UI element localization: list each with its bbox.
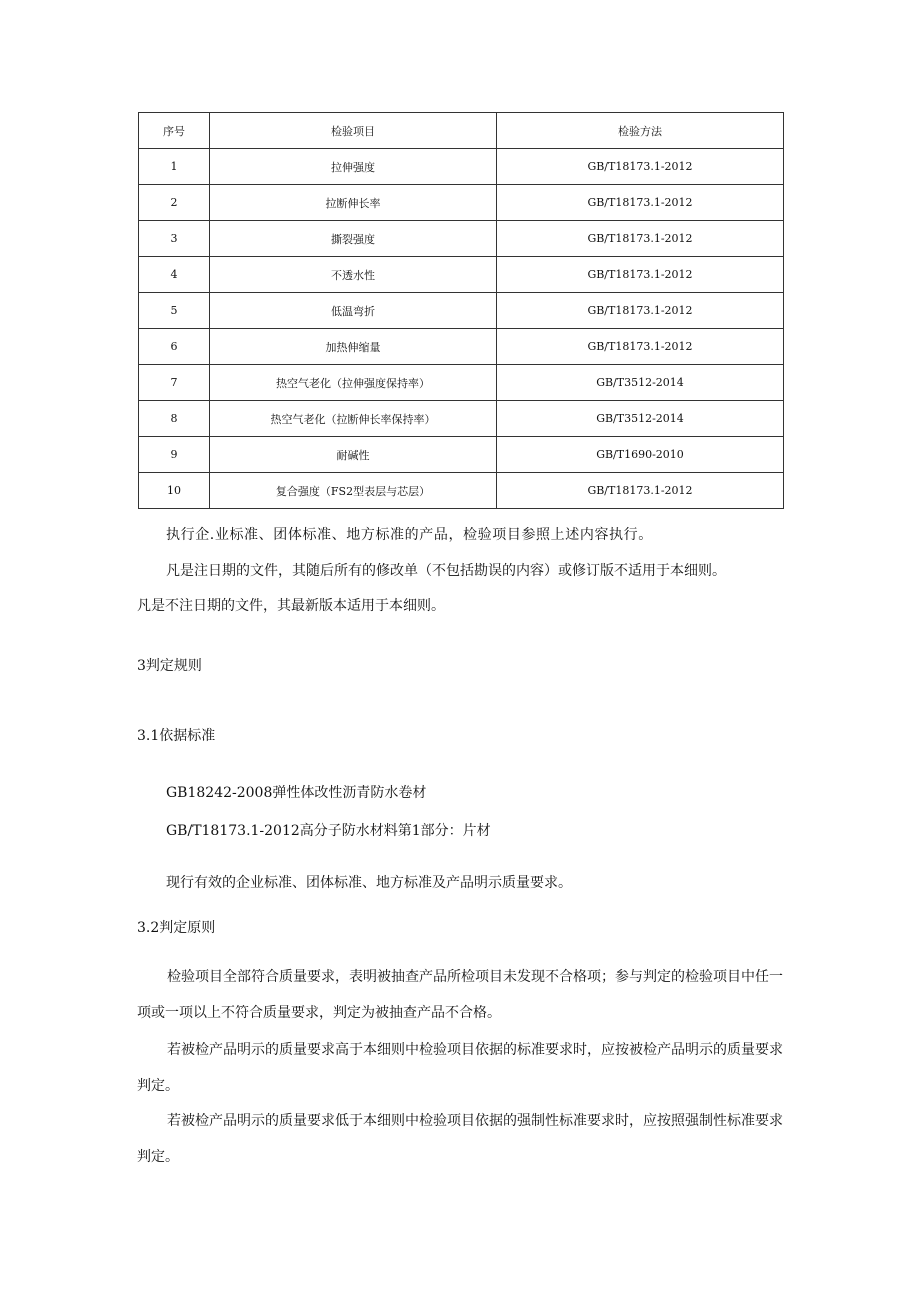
row-item: 复合强度（FS2型表层与芯层） — [210, 473, 497, 509]
row-index: 2 — [139, 185, 210, 221]
row-method: GB/T18173.1-2012 — [497, 293, 784, 329]
section-3-1-heading: 3.1依据标准 — [137, 728, 216, 744]
row-item: 耐碱性 — [210, 437, 497, 473]
note-line-1: 执行企.业标准、团体标准、地方标准的产品，检验项目参照上述内容执行。 — [166, 527, 653, 543]
table-row — [139, 221, 784, 257]
note-line-3: 凡是不注日期的文件，其最新版本适用于本细则。 — [137, 598, 445, 614]
table-row — [139, 401, 784, 437]
table-row — [139, 437, 784, 473]
row-method: GB/T18173.1-2012 — [497, 329, 784, 365]
standard-gb18242: GB18242-2008弹性体改性沥青防水卷材 — [166, 785, 427, 801]
row-index: 3 — [139, 221, 210, 257]
row-index: 10 — [139, 473, 210, 509]
row-item: 热空气老化（拉断伸长率保持率） — [210, 401, 497, 437]
row-index: 6 — [139, 329, 210, 365]
header-item: 检验项目 — [210, 113, 497, 149]
section-3-heading: 3判定规则 — [137, 658, 202, 674]
inspection-table — [138, 112, 784, 509]
principle-paragraph-2: 若被检产品明示的质量要求高于本细则中检验项目依据的标准要求时，应按被检产品明示的质量要求判定。 — [137, 1042, 783, 1094]
row-index: 9 — [139, 437, 210, 473]
row-method: GB/T18173.1-2012 — [497, 221, 784, 257]
row-method: GB/T18173.1-2012 — [497, 257, 784, 293]
row-method: GB/T3512-2014 — [497, 365, 784, 401]
principle-paragraph-1: 检验项目全部符合质量要求，表明被抽查产品所检项目未发现不合格项；参与判定的检验项目中任一项或一项以上不符合质量要求，判定为被抽查产品不合格。 — [137, 969, 783, 1021]
row-item: 不透水性 — [210, 257, 497, 293]
row-item: 热空气老化（拉伸强度保持率） — [210, 365, 497, 401]
row-index: 5 — [139, 293, 210, 329]
row-item: 拉伸强度 — [210, 149, 497, 185]
standard-enterprise: 现行有效的企业标准、团体标准、地方标准及产品明示质量要求。 — [166, 875, 572, 891]
table-row — [139, 293, 784, 329]
row-index: 7 — [139, 365, 210, 401]
row-method: GB/T18173.1-2012 — [497, 473, 784, 509]
row-item: 撕裂强度 — [210, 221, 497, 257]
header-index: 序号 — [139, 113, 210, 149]
row-method: GB/T3512-2014 — [497, 401, 784, 437]
table-row — [139, 149, 784, 185]
row-index: 1 — [139, 149, 210, 185]
row-item: 低温弯折 — [210, 293, 497, 329]
row-index: 8 — [139, 401, 210, 437]
row-index: 4 — [139, 257, 210, 293]
table-row — [139, 365, 784, 401]
table-row — [139, 257, 784, 293]
table-row — [139, 185, 784, 221]
row-method: GB/T18173.1-2012 — [497, 185, 784, 221]
header-method: 检验方法 — [497, 113, 784, 149]
row-item: 加热伸缩量 — [210, 329, 497, 365]
standard-gbt18173: GB/T18173.1-2012高分子防水材料第1部分：片材 — [166, 823, 491, 839]
principle-paragraph-3: 若被检产品明示的质量要求低于本细则中检验项目依据的强制性标准要求时，应按照强制性标准要求判定。 — [137, 1113, 783, 1165]
row-method: GB/T18173.1-2012 — [497, 149, 784, 185]
table-row — [139, 329, 784, 365]
note-line-2: 凡是注日期的文件，其随后所有的修改单（不包括勘误的内容）或修订版不适用于本细则。 — [166, 563, 726, 579]
row-item: 拉断伸长率 — [210, 185, 497, 221]
section-3-2-heading: 3.2判定原则 — [137, 920, 216, 936]
table-header-row — [139, 113, 784, 149]
table-row — [139, 473, 784, 509]
row-method: GB/T1690-2010 — [497, 437, 784, 473]
